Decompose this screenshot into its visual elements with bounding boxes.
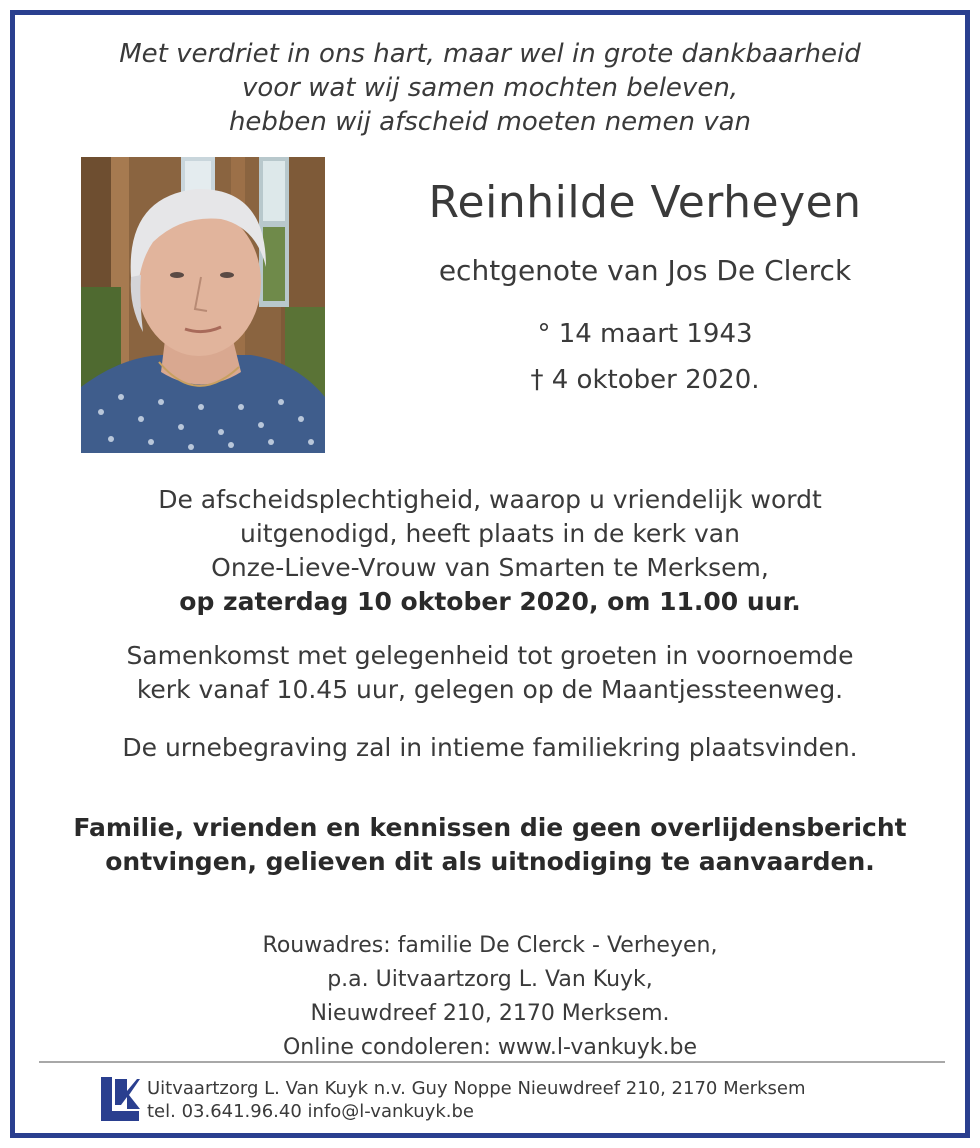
address-line-1: Rouwadres: familie De Clerck - Verheyen, (262, 933, 718, 958)
birth-date: ° 14 maart 1943 (537, 319, 753, 349)
portrait-photo (81, 157, 325, 453)
ceremony-line-1: De afscheidsplechtigheid, waarop u vriendelijk wordt (158, 485, 822, 514)
intro-line-3: hebben wij afscheid moeten nemen van (228, 107, 752, 137)
footer-line-1: Uitvaartzorg L. Van Kuyk n.v. Guy Noppe Nieuwdreef 210, 2170 Merksem (147, 1078, 806, 1099)
burial-text: De urnebegraving zal in intieme familiekring plaatsvinden. (122, 733, 858, 762)
invitation-text (15, 811, 965, 879)
intro-text (15, 37, 965, 139)
deceased-info (355, 175, 935, 397)
gathering-line-1: Samenkomst met gelegenheid tot groeten in voornoemde (126, 641, 854, 670)
deceased-name: Reinhilde Verheyen (428, 177, 862, 228)
intro-line-1: Met verdriet in ons hart, maar wel in grote dankbaarheid (119, 39, 861, 69)
gathering-text (15, 639, 965, 707)
address-line-3: Nieuwdreef 210, 2170 Merksem. (310, 1001, 670, 1026)
footer-divider (39, 1061, 945, 1063)
ceremony-date: op zaterdag 10 oktober 2020, om 11.00 uur. (179, 587, 801, 616)
footer-line-2: tel. 03.641.96.40 info@l-vankuyk.be (147, 1101, 474, 1122)
death-date: † 4 oktober 2020. (530, 365, 760, 395)
ceremony-line-2: uitgenodigd, heeft plaats in de kerk van (240, 519, 740, 548)
gathering-line-2: kerk vanaf 10.45 uur, gelegen op de Maantjessteenweg. (136, 675, 844, 704)
funeral-home-info (147, 1077, 937, 1123)
obituary-card (10, 10, 970, 1138)
invitation-line-1: Familie, vrienden en kennissen die geen overlijdensbericht (73, 813, 907, 842)
ceremony-line-3: Onze-Lieve-Vrouw van Smarten te Merksem, (211, 553, 769, 582)
condolence-link[interactable]: Online condoleren: www.l-vankuyk.be (282, 1035, 698, 1060)
invitation-line-2: ontvingen, gelieven dit als uitnodiging te aanvaarden. (105, 847, 875, 876)
ceremony-text (15, 483, 965, 619)
spouse-line: echtgenote van Jos De Clerck (438, 254, 852, 287)
van-kuyk-logo-icon (99, 1075, 141, 1123)
mourning-address (15, 929, 965, 1065)
intro-line-2: voor wat wij samen mochten beleven, (241, 73, 739, 103)
address-line-2: p.a. Uitvaartzorg L. Van Kuyk, (327, 967, 653, 992)
